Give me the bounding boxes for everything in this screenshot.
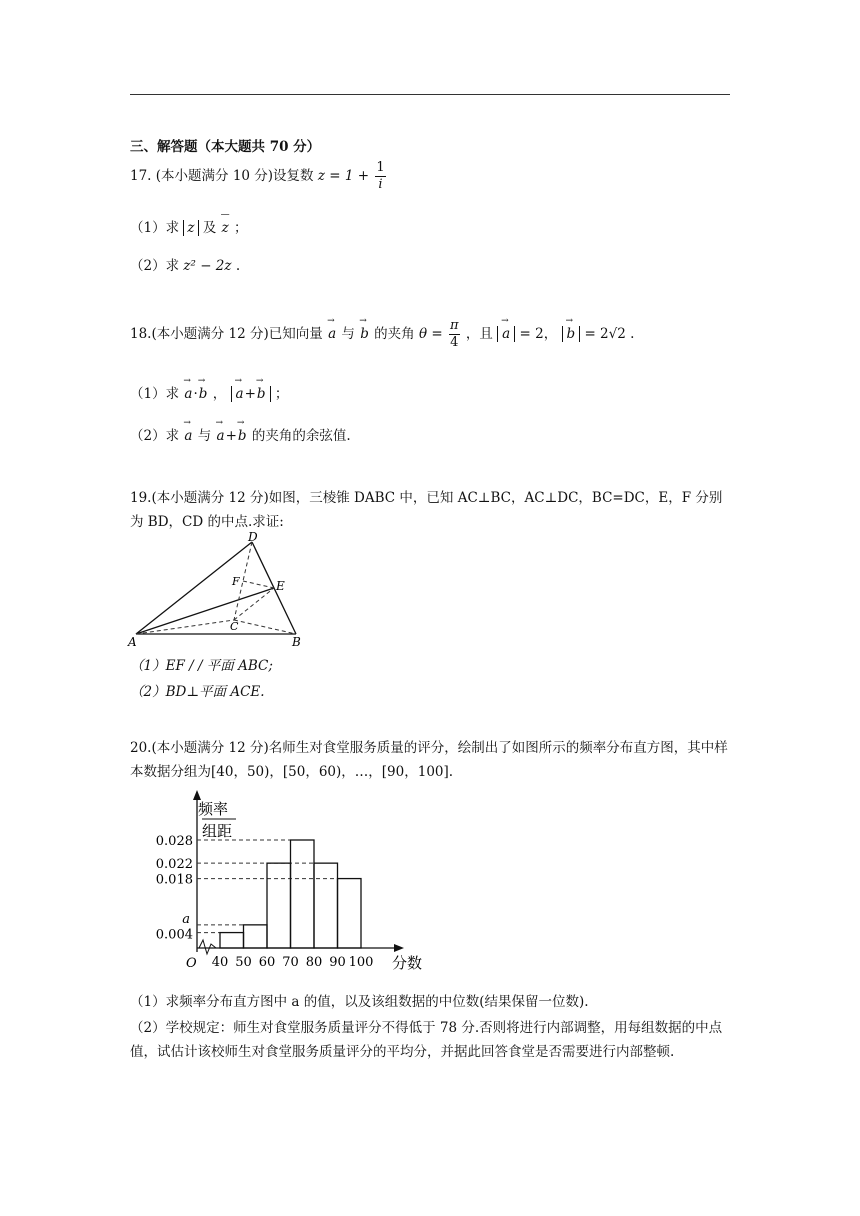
q17-abs-z: z [183, 220, 198, 236]
x-tick-label-70: 70 [282, 955, 299, 970]
q18-angle-text: 的夹角 [374, 326, 415, 342]
histogram-bar-[40,50) [220, 933, 244, 948]
label-E: E [276, 579, 285, 593]
q18-p2-plus: + [225, 428, 237, 444]
q18-stem [130, 318, 634, 351]
q18-p1-a: → a [183, 386, 193, 402]
q18-vec-b: → b [359, 326, 370, 342]
q18-cond: ，且 [465, 326, 493, 342]
q18-frac-den: 4 [450, 335, 459, 350]
q18-fraction [449, 318, 460, 351]
q18-p1-abs-b: → b [256, 386, 267, 402]
q20-part1: （1）求频率分布直方图中 a 的值，以及该组数据的中位数(结果保留一位数). [130, 994, 589, 1010]
q19-stem: 19.(本小题满分 12 分)如图，三棱锥 DABC 中，已知 AC⊥BC，AC⊥DC，BC=DC，E，F 分别为 BD，CD 的中点.求证: [130, 490, 723, 530]
x-label: 分数 [392, 954, 423, 972]
q18-p1-dot: · [193, 386, 198, 402]
label-F: F [232, 575, 240, 588]
q18-prefix: 18.(本小题满分 12 分)已知向量 [130, 326, 323, 342]
q18-p2-label: （2）求 [130, 428, 180, 444]
section-heading: 三、解答题（本大题共 70 分） [130, 139, 321, 155]
q20-part2: （2）学校规定：师生对食堂服务质量评分不得低于 78 分.否则将进行内部调整，用每组数据的中点值，试估计该校师生对食堂服务质量评分的平均分，并据此回答食堂是否需要进行内部整顿. [130, 1020, 723, 1060]
q17-fraction [375, 160, 385, 193]
x-tick-label-40: 40 [211, 955, 229, 970]
q17-p2-label: （2）求 [130, 258, 180, 274]
edge-FE [243, 581, 274, 588]
x-axis-arrow [394, 944, 404, 952]
edge-CB [234, 620, 296, 634]
q18-p2-tail: 的夹角的余弦值. [251, 428, 351, 444]
y-tick-label-0: 0.004 [155, 927, 193, 943]
q17-frac-num: 1 [376, 160, 385, 175]
q18-p1-plus: + [244, 386, 256, 402]
q18-p1-comma: ， [212, 386, 227, 402]
axis-break [199, 940, 216, 954]
y-label-top: 频率 [198, 800, 229, 818]
q18-part2 [130, 424, 351, 444]
q18-theta: θ = [418, 326, 443, 342]
q17-p1-mid: 及 [202, 220, 217, 236]
histogram-bar-[90,100] [338, 879, 362, 948]
q18-eq1: = 2， [519, 326, 558, 342]
q18-p1-b: → b [198, 386, 209, 402]
q17-p1-tail: ； [234, 220, 248, 236]
histogram-labels [156, 834, 374, 970]
q18-vec-a: → a [327, 326, 337, 342]
q18-p1-abs-a: → a [235, 386, 245, 402]
edge-AE [136, 588, 274, 634]
label-D: D [248, 530, 258, 544]
q19-tetrahedron-figure [126, 530, 316, 650]
histogram-bars [220, 840, 361, 948]
y-tick-label-4: 0.028 [155, 834, 193, 849]
y-tick-label-3: 0.022 [155, 857, 193, 873]
q17-p1-label: （1）求 [130, 220, 180, 236]
q17-p2-tail: . [235, 258, 241, 274]
q17-p2-expr: z² − 2z [183, 258, 232, 274]
y-axis-arrow [193, 790, 201, 800]
label-A: A [128, 635, 137, 649]
q18-part1 [130, 382, 288, 402]
q19-part1: （1）EF / / 平面 ABC; [130, 658, 273, 674]
q17-prefix: 17. (本小题满分 10 分)设复数 [130, 168, 314, 184]
x-tick-label-100: 100 [348, 955, 374, 970]
x-tick-label-60: 60 [258, 955, 276, 970]
q17-part1 [130, 216, 248, 236]
label-C: C [230, 620, 239, 633]
q18-p2-mid: 与 [197, 428, 212, 444]
x-tick-label-50: 50 [235, 955, 252, 970]
label-B: B [292, 635, 301, 649]
q19-part2: （2）BD⊥平面 ACE. [130, 684, 265, 700]
histogram-bar-[60,70) [267, 863, 291, 948]
q20-stem: 20.(本小题满分 12 分)名师生对食堂服务质量的评分，绘制出了如图所示的频率分布直方图，其中样本数据分组为[40，50)，[50，60)，…，[90，100]. [130, 740, 728, 780]
q18-p2-a: → a [183, 428, 193, 444]
q17-formula: z = 1 + [317, 168, 370, 184]
q17-frac-den: i [378, 177, 383, 192]
histogram-bar-[50,60) [244, 925, 268, 948]
q18-p1-label: （1）求 [130, 386, 180, 402]
q17-stem [130, 160, 388, 193]
q18-frac-num: π [450, 318, 459, 333]
q17-part2 [130, 254, 240, 274]
q18-mid: 与 [341, 326, 355, 342]
q18-p1-tail: ； [274, 386, 289, 402]
q18-eq2: = 2√2 . [584, 326, 635, 342]
q18-abs-b: → b [566, 326, 577, 342]
top-rule [130, 94, 730, 95]
y-label-bottom: 组距 [202, 822, 233, 840]
origin-label: O [186, 956, 197, 971]
q20-histogram [146, 788, 426, 978]
x-tick-label-80: 80 [305, 955, 323, 970]
histogram-bar-[80,90) [314, 863, 338, 948]
x-tick-label-90: 90 [329, 955, 346, 970]
histogram-bar-[70,80) [291, 840, 315, 948]
q18-p2-b: → b [237, 428, 248, 444]
q18-abs-a: → a [501, 326, 511, 342]
y-tick-label-2: 0.018 [155, 872, 193, 888]
q17-conj-z: — z [221, 220, 230, 236]
q18-p2-a2: → a [216, 428, 226, 444]
y-tick-label-1: a [182, 911, 190, 927]
